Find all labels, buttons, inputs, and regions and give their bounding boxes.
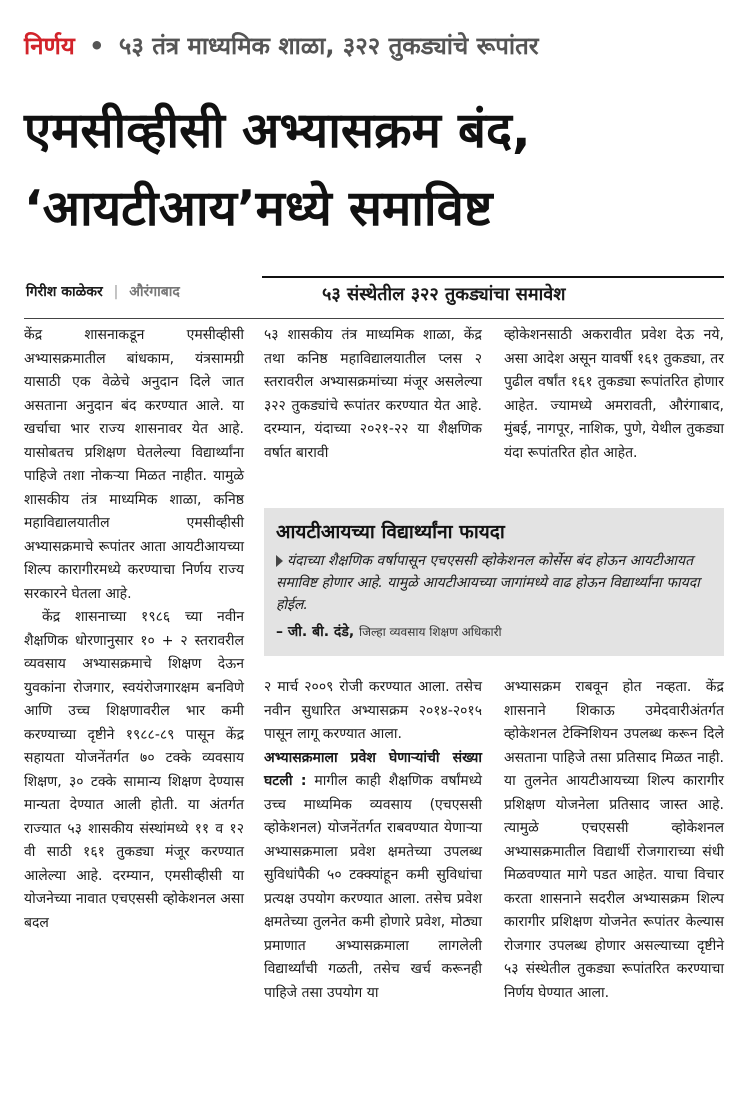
byline — [26, 282, 266, 301]
column-1-paragraph-2: केंद्र शासनाच्या १९८६ च्या नवीन शैक्षणिक धोरणानुसार १० + २ स्तरावरील व्यवसाय अभ्यासक्रमाचे शिक्षण देऊन युवकांना रोजगार, स्वयंरोजगारक्षम बनविणे आणि उच्च शिक्षणावरील भार कमी करण्याच्या दृष्टीने १९८८-८९ पासून केंद्र सहायता योजनेंतर्गत ७० टक्के व्यवसाय शिक्षण, ३० टक्के सामान्य शिक्षण देण्यास मान्यता देण्यात आली होती. या अंतर्गत राज्यात ५३ शासकीय संस्थांमध्ये ११ व १२ वी साठी १६१ तुकड्या मंजूर करण्यात आलेल्या आहे. दरम्यान, एमसीव्हीसी या योजनेच्या नावात एचएससी व्होकेशनल असा बदल — [24, 609, 244, 931]
column-2-bottom-paragraph-2-text: मागील काही शैक्षणिक वर्षांमध्ये उच्च माध्यमिक व्यवसाय (एचएससी व्होकेशनल) योजनेंतर्गत राबवण्यात येणाऱ्या अभ्यासक्रमाला प्रवेश क्षमतेच्या उपलब्ध सुविधांपैकी ५० टक्क्यांहून कमी सुविधांचा प्रत्यक्ष उपयोग करण्यात आला. तसेच प्रवेश क्षमतेच्या तुलनेत कमी होणारे प्रवेश, मोठ्या प्रमाणात अभ्यासक्रमाला लागलेली विद्यार्थ्यांची गळती, तसेच खर्च करूनही पाहिजे तसा उपयोग या — [264, 773, 483, 1001]
quote-box-author-role: जिल्हा व्यवसाय शिक्षण अधिकारी — [359, 625, 502, 639]
quote-box-quote — [276, 550, 714, 616]
column-2-bottom-paragraph-2 — [264, 747, 482, 1006]
kicker-text: ५३ तंत्र माध्यमिक शाळा, ३२२ तुकड्यांचे रूपांतर — [118, 32, 539, 60]
column-2-top — [264, 324, 482, 465]
byline-author: गिरीश काळेकर — [26, 284, 103, 300]
headline-line-1: एमसीव्हीसी अभ्यासक्रम बंद, — [24, 102, 531, 159]
byline-city: औरंगाबाद — [129, 284, 180, 300]
quote-box-title: आयटीआयच्या विद्यार्थ्यांना फायदा — [276, 521, 505, 543]
divider — [24, 318, 724, 319]
column-2-subheading: अभ्यासक्रमाला प्रवेश घेणाऱ्यांची संख्या घटली : — [264, 749, 482, 789]
column-2-bottom — [264, 676, 482, 1005]
column-2-top-text: ५३ शासकीय तंत्र माध्यमिक शाळा, केंद्र तथा कनिष्ठ महाविद्यालयातील प्लस २ स्तरावरील अभ्यासक्रमांच्या मंजूर असलेल्या ३२२ तुकड्यांचे रूपांतर करण्यात येत आहे. दरम्यान, यंदाच्या २०२१-२२ या शैक्षणिक वर्षात बारावी — [264, 327, 482, 461]
kicker — [24, 26, 729, 66]
subhead-rule — [262, 276, 724, 278]
byline-separator: | — [113, 284, 119, 300]
headline-line-2: ‘आयटीआय’मध्ये समाविष्ट — [24, 180, 493, 237]
column-1 — [24, 324, 244, 935]
column-3-bottom — [504, 676, 724, 1005]
quote-box-author — [276, 622, 714, 641]
quote-box — [264, 508, 724, 656]
column-3-top-text: व्होकेशनसाठी अकरावीत प्रवेश देऊ नये, असा आदेश असून यावर्षी १६१ तुकड्या, तर पुढील वर्षांत १६१ तुकड्या रूपांतरित होणार आहेत. ज्यामध्ये अमरावती, औरंगाबाद, मुंबई, नागपूर, नाशिक, पुणे, येथील तुकड्या यंदा रूपांतरित होत आहेत. — [504, 327, 724, 461]
quote-box-author-name: – जी. बी. दंडे, — [276, 624, 355, 640]
headline — [24, 92, 729, 248]
column-3-top — [504, 324, 724, 465]
kicker-separator: • — [89, 32, 105, 60]
quote-box-quote-text: यंदाच्या शैक्षणिक वर्षापासून एचएससी व्होकेशनल कोर्सेस बंद होऊन आयटीआयत समाविष्ट होणार आहे. यामुळे आयटीआयच्या जागांमध्ये वाढ होऊन विद्यार्थ्यांना फायदा होईल. — [276, 553, 700, 613]
column-3-bottom-text: अभ्यासक्रम राबवून होत नव्हता. केंद्र शासनाने शिकाऊ उमेदवारीअंतर्गत व्होकेशनल टेक्निशियन उपलब्ध करून दिले असताना पाहिजे तसा प्रतिसाद मिळत नाही. या तुलनेत आयटीआयच्या शिल्प कारागीर प्रशिक्षण योजनेला प्रतिसाद जास्त आहे. त्यामुळे एचएससी व्होकेशनल अभ्यासक्रमातील विद्यार्थी रोजगाराच्या संधी मिळवण्यात मागे पडत आहेत. याचा विचार करता शासनाने सदरील अभ्यासक्रम शिल्प कारागीर प्रशिक्षण योजनेत रूपांतर केल्यास रोजगार उपलब्ध होणार असल्याच्या दृष्टीने ५३ संस्थेतील तुकड्या रूपांतरित करण्याचा निर्णय घेण्यात आला. — [504, 679, 724, 1001]
column-1-paragraph-1: केंद्र शासनाकडून एमसीव्हीसी अभ्यासक्रमातील बांधकाम, यंत्रसामग्री यासाठी एक वेळेचे अनुदान दिले जात असताना अनुदान बंद करण्यात आले. या खर्चाचा भार राज्य शासनावर येत आहे. यासोबतच प्रशिक्षण घेतलेल्या विद्यार्थ्यांना पाहिजे तशा नोकऱ्या मिळत नाहीत. यामुळे शासकीय तंत्र माध्यमिक शाळा, कनिष्ठ महाविद्यालयातील एमसीव्हीसी अभ्यासक्रमाचे रूपांतर आता आयटीआयच्या शिल्प कारागीरमध्ये करण्याचा निर्णय राज्य सरकारने घेतला आहे. — [24, 327, 244, 602]
column-2-bottom-paragraph-1: २ मार्च २००९ रोजी करण्यात आला. तसेच नवीन सुधारित अभ्यासक्रम २०१४-२०१५ पासून लागू करण्यात आला. — [264, 679, 482, 742]
quote-marker-icon — [276, 555, 283, 567]
subhead: ५३ संस्थेतील ३२२ तुकड्यांचा समावेश — [322, 284, 566, 305]
kicker-tag: निर्णय — [24, 32, 75, 60]
